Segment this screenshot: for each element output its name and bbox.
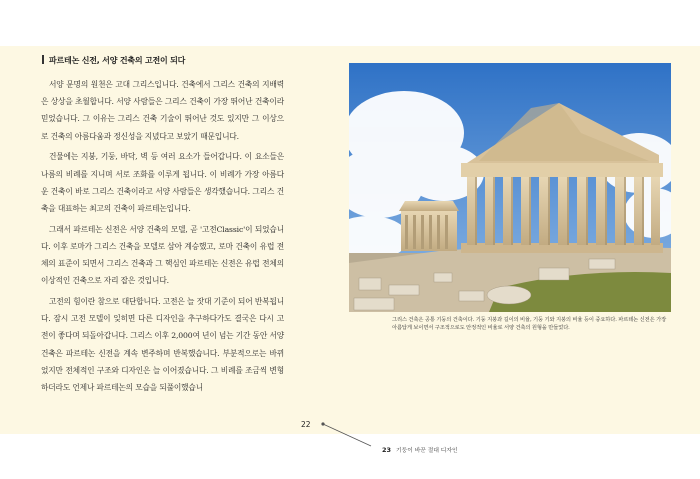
page-number-left: 22 xyxy=(301,420,311,429)
paragraph: 고전의 힘이란 참으로 대단합니다. 고전은 늘 잣대 기준이 되어 반복됩니다. 잠시 고전 모델이 잊히면 다른 디자인을 추구하다가도 결국은 다시 고전이 좋다며 되돌아갑니다. 그리스 이후 2,000여 년이 넘는 기간 동안 서양 건축은 파르테논 신전을 계속 변주하며 반복했습니다. 부분적으로는 바뀌었지만 전체적인 구조와 디자인은 늘 이어졌습니다. 그 비례를 조금씩 변형하더라도 언제나 파르테논의 모습을 되풀이했습니 xyxy=(41,296,284,392)
paragraph: 서양 문명의 원천은 고대 그리스입니다. 건축에서 그리스 건축의 지배력은 상상을 초월합니다. 서양 사람들은 그리스 건축이 가장 뛰어난 건축이라 믿었습니다. 그 이유는 그리스 건축 기술이 뛰어난 것도 있지만 그 이상으로 건축의 아름다움과 정신성을 지녔다고 보았기 때문입니다. xyxy=(41,80,284,141)
footer-right xyxy=(382,445,458,454)
photo-caption: 그리스 건축은 공통 기둥의 건축이다. 기둥 지붕과 길이의 비율, 기둥 기와 지붕의 비율 등이 중요하다. 파르테논 신전은 가장 아름답게 보이면서 구조적으로도 안정적인 비율로 서양 건축의 원형을 만들었다. xyxy=(392,317,667,331)
section-title-text: 파르테논 신전, 서양 건축의 고전이 되다 xyxy=(49,56,186,65)
paragraph: 그래서 파르테논 신전은 서양 건축의 모델, 곧 '고전Classic'이 되었습니다. 이후 로마가 그리스 건축을 모델로 삼아 계승했고, 로마 건축이 유럽 전체의 표준이 되면서 그리스 건축과 그 핵심인 파르테논 신전은 유럽 전체의 이상적인 건축으로 자리 잡은 것입니다. xyxy=(41,224,284,286)
page-number-right: 23 xyxy=(382,446,392,454)
running-title: 기둥이 바꾼 절대 디자인 xyxy=(396,448,458,454)
paragraph: 건물에는 지붕, 기둥, 바닥, 벽 등 여러 요소가 들어갑니다. 이 요소들은 나름의 비례를 지니며 서로 조화를 이루게 됩니다. 이 비례가 가장 아름다운 건축이 바로 그리스 건축이라고 서양 사람들은 생각했습니다. 그리스 건축을 대표하는 최고의 건축이 파르테논입니다. xyxy=(41,152,284,213)
